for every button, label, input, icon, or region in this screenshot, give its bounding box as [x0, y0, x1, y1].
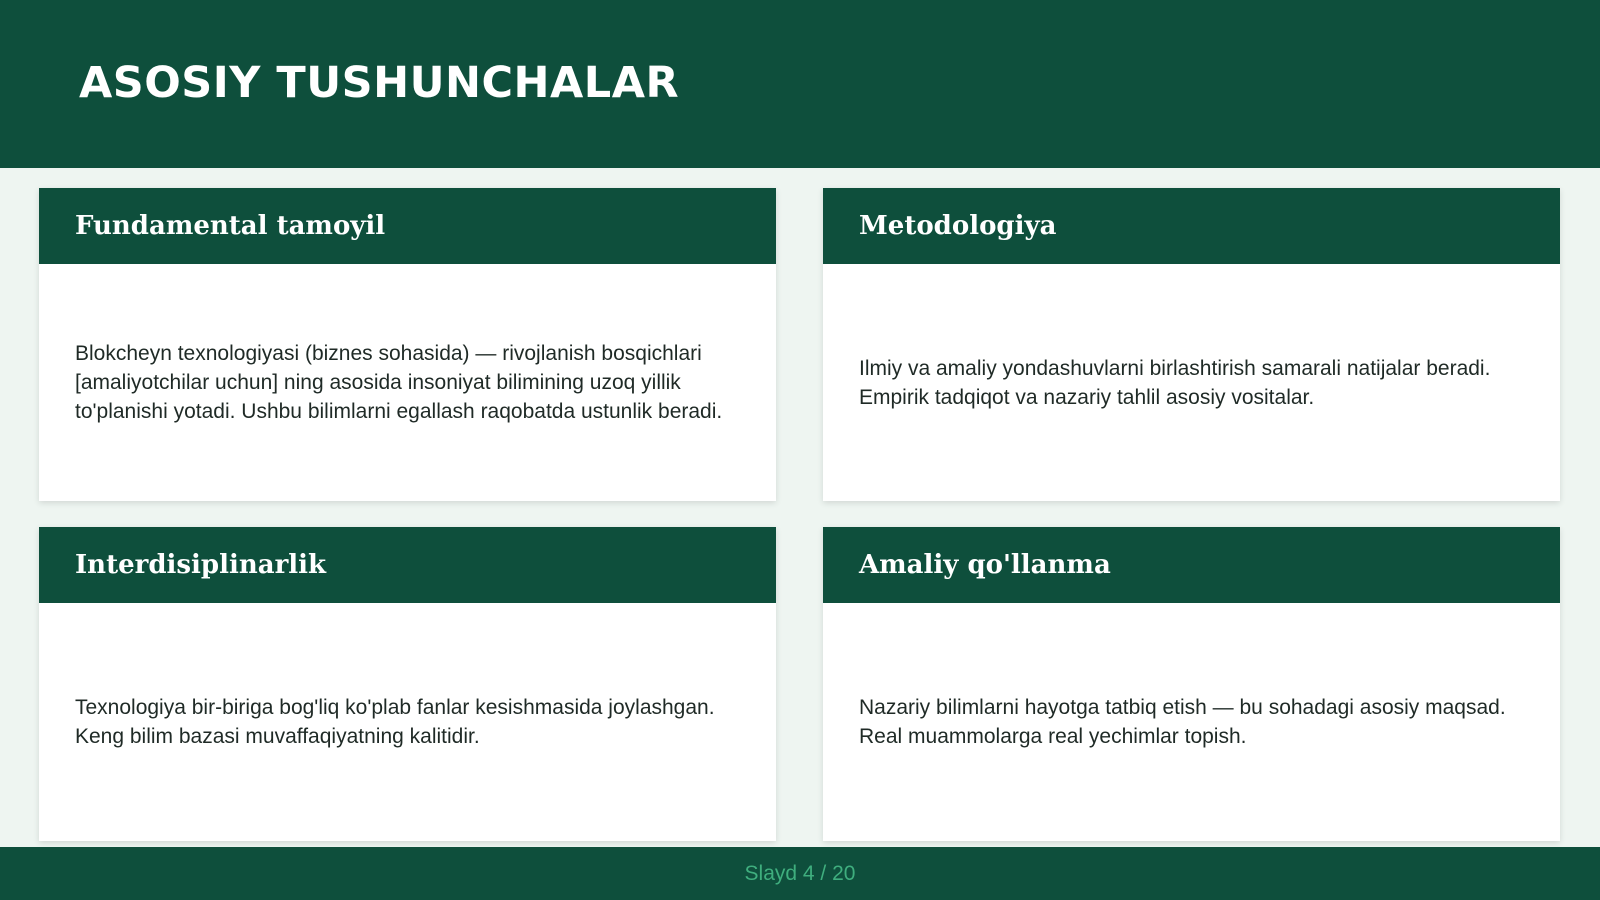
- card-title: Interdisiplinarlik: [75, 550, 327, 580]
- card-body: [823, 603, 1560, 841]
- card-interdisciplinarity: [39, 527, 776, 841]
- card-text: Blokcheyn texnologiyasi (biznes sohasida) — rivojlanish bosqichlari [amaliyotchilar uchun] ning asosida insoniyat bilimining uzoq yillik to'planishi yotadi. Ushbu bilimlarni egallash raqobatda ustunlik beradi.: [75, 342, 723, 423]
- card-text: Texnologiya bir-biriga bog'liq ko'plab fanlar kesishmasida joylashgan. Keng bilim bazasi muvaffaqiyatning kalitidir.: [75, 696, 715, 748]
- card-header: [823, 527, 1560, 603]
- card-title: Amaliy qo'llanma: [859, 550, 1111, 580]
- slide-title: ASOSIY TUSHUNCHALAR: [79, 58, 680, 108]
- card-title: Fundamental tamoyil: [75, 211, 386, 241]
- card-practical-guide: [823, 527, 1560, 841]
- card-text: Ilmiy va amaliy yondashuvlarni birlashtirish samarali natijalar beradi. Empirik tadqiqot va nazariy tahlil asosiy vositalar.: [859, 356, 1491, 409]
- card-header: [39, 527, 776, 603]
- card-body: [39, 264, 776, 501]
- card-text: Nazariy bilimlarni hayotga tatbiq etish — bu sohadagi asosiy maqsad. Real muammolarga real yechimlar topish.: [859, 696, 1506, 748]
- slide-footer: [0, 847, 1600, 900]
- card-body: [39, 603, 776, 841]
- card-methodology: [823, 188, 1560, 501]
- slide-header: [0, 0, 1600, 168]
- card-header: [39, 188, 776, 264]
- card-title: Metodologiya: [859, 211, 1057, 241]
- card-body: [823, 264, 1560, 501]
- card-header: [823, 188, 1560, 264]
- slide-counter: Slayd 4 / 20: [744, 861, 856, 885]
- card-fundamental-principle: [39, 188, 776, 501]
